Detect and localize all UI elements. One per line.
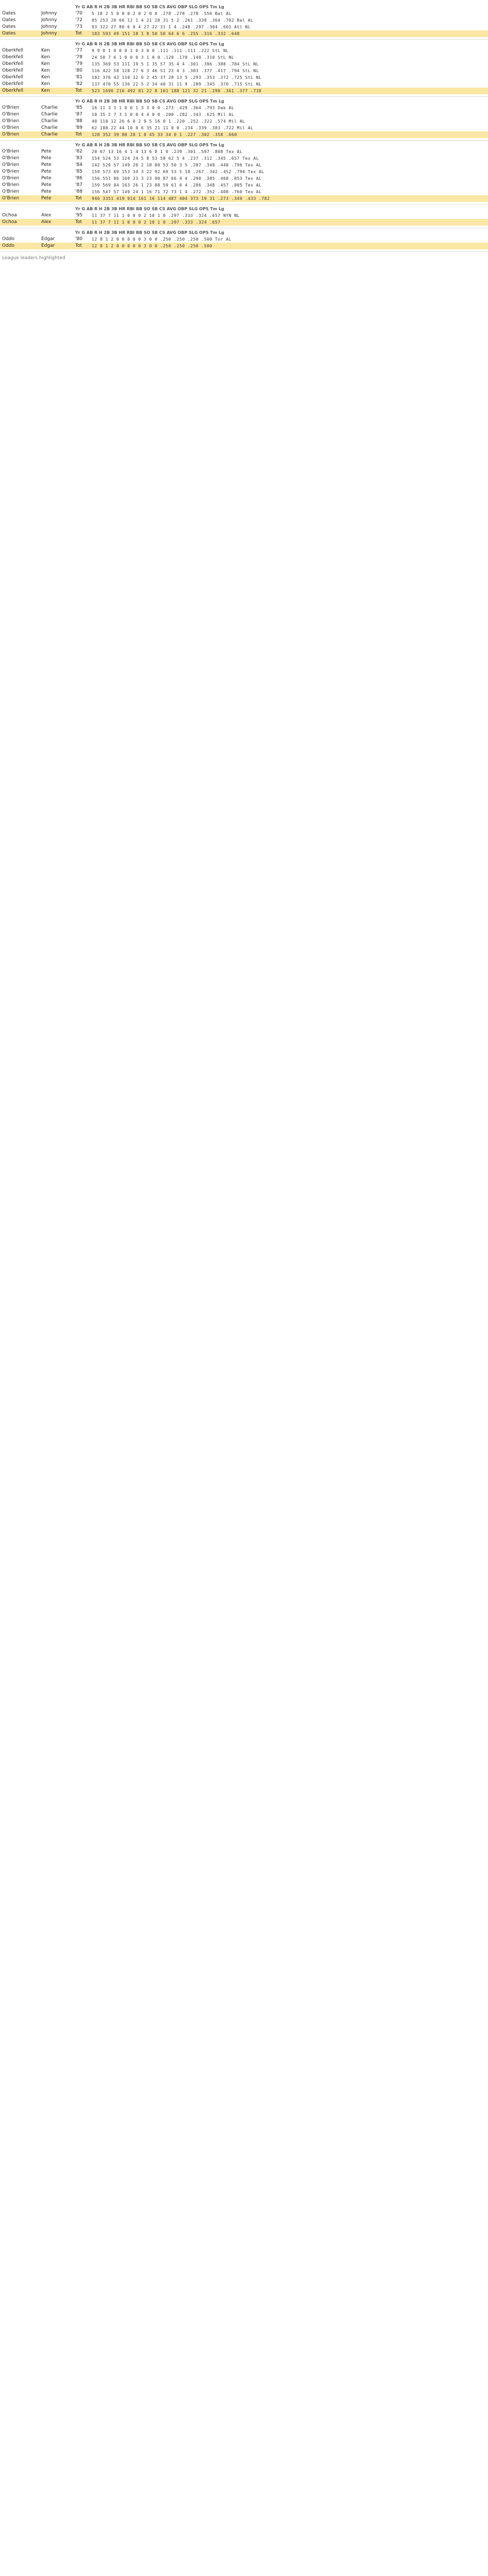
player-last-name: Ochoa	[2, 213, 17, 218]
season-year: Tot	[75, 88, 82, 93]
season-year: '88	[75, 118, 82, 124]
season-year: '80	[75, 68, 82, 73]
season-year: '95	[75, 213, 82, 218]
season-year: '85	[75, 105, 82, 110]
player-last-name: O'Brien	[2, 169, 20, 174]
season-stat-line: 156 547 57 149 24 1 16 71 72 73 1 4 .272 .352 .408 .760 Tex AL	[92, 190, 262, 194]
season-year: '83	[75, 156, 82, 161]
player-first-name: Johnny	[41, 31, 57, 36]
season-stat-line: 142 520 57 149 26 2 18 80 53 50 3 5 .287 .348 .448 .796 Tex AL	[92, 163, 262, 167]
player-first-name: Alex	[41, 213, 52, 218]
season-stat-line: 12 8 1 2 0 0 0 0 0 3 0 0 .250 .250 .250 .500	[92, 244, 212, 248]
player-last-name: Oates	[2, 31, 16, 36]
player-first-name: Edgar	[41, 236, 55, 242]
season-stat-line: 11 37 7 11 1 0 0 0 2 10 1 0 .297 .333 .324 .657 NYN NL	[92, 213, 240, 218]
season-year: '73	[75, 24, 82, 29]
season-row	[0, 74, 488, 81]
season-stat-line: 523 1696 216 492 81 22 8 161 188 121 32 21 .290 .361 .377 .738	[92, 89, 262, 93]
player-last-name: O'Brien	[2, 132, 20, 137]
season-row	[0, 81, 488, 88]
season-year: '81	[75, 75, 82, 80]
season-stat-line: 5 18 2 5 0 0 0 2 0 2 0 0 .278 .278 .278 .556 Bal AL	[92, 11, 232, 16]
block-separator	[0, 140, 488, 141]
season-year: '72	[75, 18, 82, 23]
column-header-labels: Yr G AB R H 2B 3B HR RBI BB SO SB CS AVG OBP SLG OPS Tm Lg	[75, 42, 225, 46]
player-first-name: Ken	[41, 68, 50, 73]
season-year: '79	[75, 61, 82, 66]
season-row	[0, 189, 488, 195]
season-row	[0, 111, 488, 118]
player-first-name: Charlie	[41, 132, 58, 137]
block-separator	[0, 39, 488, 40]
season-year: Tot	[75, 196, 82, 201]
player-first-name: Pete	[41, 196, 52, 201]
season-row	[0, 17, 488, 24]
season-stat-line: 12 8 1 2 0 0 0 0 0 3 0 0 .250 .250 .250 .500 Tor AL	[92, 237, 232, 242]
block-separator	[0, 251, 488, 252]
season-stat-line: 85 253 20 66 12 1 4 21 28 31 5 2 .261 .338 .364 .702 Bal AL	[92, 18, 254, 23]
block-separator	[0, 204, 488, 205]
player-last-name: O'Brien	[2, 112, 20, 117]
season-stat-line: 183 593 49 151 18 1 8 50 50 64 6 6 .255 .316 .332 .648	[92, 31, 240, 36]
season-year: '88	[75, 189, 82, 194]
player-last-name: Oberkfell	[2, 55, 23, 60]
player-last-name: O'Brien	[2, 149, 20, 154]
season-row	[0, 118, 488, 125]
player-first-name: Ken	[41, 48, 50, 53]
season-stat-line: 102 376 43 110 12 6 2 45 37 28 13 5 .293 .353 .372 .725 StL NL	[92, 75, 262, 80]
season-stat-line: 40 118 12 26 6 0 2 9 5 16 0 1 .220 .252 .322 .574 Mil AL	[92, 119, 245, 124]
season-row	[0, 182, 488, 189]
season-row	[0, 54, 488, 61]
season-row	[0, 67, 488, 74]
block-separator	[0, 96, 488, 97]
career-total-row	[0, 219, 488, 226]
player-last-name: Oates	[2, 24, 16, 29]
player-first-name: Ken	[41, 88, 50, 93]
column-header-row	[0, 206, 488, 212]
player-block	[0, 4, 488, 37]
player-first-name: Pete	[41, 182, 52, 188]
column-header-row	[0, 4, 488, 10]
player-first-name: Ken	[41, 55, 50, 60]
player-first-name: Johnny	[41, 11, 57, 16]
player-last-name: Oberkfell	[2, 81, 23, 87]
season-stat-line: 10 35 2 7 3 1 0 0 4 4 0 0 .200 .282 .343 .625 Mil AL	[92, 112, 234, 117]
column-header-row	[0, 41, 488, 47]
footer-note: League leaders highlighted	[2, 256, 65, 261]
season-stat-line: 62 188 22 44 10 0 6 35 21 11 0 0 .234 .339 .383 .722 Mil AL	[92, 126, 254, 130]
player-first-name: Pete	[41, 162, 52, 167]
season-year: '84	[75, 162, 82, 167]
season-year: '87	[75, 182, 82, 188]
player-first-name: Pete	[41, 149, 52, 154]
season-year: '89	[75, 125, 82, 130]
season-year: Tot	[75, 219, 82, 225]
season-stat-line: 93 322 27 80 6 0 4 27 22 31 1 4 .248 .297 .304 .601 Atl NL	[92, 25, 251, 29]
season-row	[0, 212, 488, 219]
season-stat-line: 159 573 69 153 34 3 22 92 69 53 5 10 .267 .342 .452 .794 Tex AL	[92, 170, 264, 174]
season-row	[0, 105, 488, 111]
player-first-name: Charlie	[41, 125, 58, 130]
column-header-labels: Yr G AB R H 2B 3B HR RBI BB SO SB CS AVG OBP SLG OPS Tm Lg	[75, 230, 225, 235]
player-block	[0, 142, 488, 202]
season-stat-line: 946 3351 419 914 161 16 114 487 404 373 19 31 .273 .349 .433 .782	[92, 196, 270, 201]
player-first-name: Pete	[41, 169, 52, 174]
season-stat-line: 156 551 86 160 23 3 23 90 87 66 4 4 .290 .385 .468 .853 Tex AL	[92, 176, 262, 181]
player-last-name: Oberkfell	[2, 68, 23, 73]
player-last-name: Oates	[2, 18, 16, 23]
player-last-name: O'Brien	[2, 162, 20, 167]
player-last-name: O'Brien	[2, 176, 20, 181]
season-year: '82	[75, 81, 82, 87]
season-year: '86	[75, 176, 82, 181]
season-row	[0, 125, 488, 131]
season-row	[0, 168, 488, 175]
player-last-name: O'Brien	[2, 105, 20, 110]
player-block	[0, 206, 488, 226]
player-block	[0, 41, 488, 94]
player-last-name: O'Brien	[2, 189, 20, 194]
season-year: '87	[75, 112, 82, 117]
player-first-name: Johnny	[41, 18, 57, 23]
season-stat-line: 137 470 55 136 22 5 2 34 40 31 11 9 .289 .345 .370 .715 StL NL	[92, 82, 262, 87]
player-last-name: Oberkfell	[2, 75, 23, 80]
player-last-name: Oddo	[2, 236, 15, 242]
column-header-row	[0, 142, 488, 148]
player-last-name: Oberkfell	[2, 48, 23, 53]
season-stat-line: 116 422 58 128 27 6 3 46 51 23 4 3 .303 .377 .417 .794 StL NL	[92, 69, 259, 73]
player-first-name: Charlie	[41, 112, 58, 117]
column-header-labels: Yr G AB R H 2B 3B HR RBI BB SO SB CS AVG OBP SLG OPS Tm Lg	[75, 143, 225, 147]
player-last-name: Oberkfell	[2, 61, 23, 66]
season-row	[0, 10, 488, 17]
season-year: '77	[75, 48, 82, 53]
season-stat-line: 11 37 7 11 1 0 0 0 2 10 1 0 .297 .333 .324 .657	[92, 220, 221, 225]
season-stat-line: 24 50 7 6 1 0 0 0 3 1 0 0 .120 .170 .140 .310 StL NL	[92, 55, 234, 60]
player-block	[0, 98, 488, 138]
career-total-row	[0, 30, 488, 37]
player-last-name: Ochoa	[2, 219, 17, 225]
career-total-row	[0, 131, 488, 138]
player-last-name: O'Brien	[2, 125, 20, 130]
career-total-row	[0, 195, 488, 202]
player-last-name: Oates	[2, 11, 16, 16]
player-last-name: O'Brien	[2, 196, 20, 201]
career-total-row	[0, 88, 488, 94]
season-year: Tot	[75, 31, 82, 36]
player-first-name: Alex	[41, 219, 52, 225]
player-first-name: Pete	[41, 176, 52, 181]
season-stat-line: 159 569 84 163 26 1 23 88 59 61 0 4 .286 .348 .457 .805 Tex AL	[92, 183, 262, 188]
column-header-row	[0, 98, 488, 105]
player-last-name: Oberkfell	[2, 88, 23, 93]
player-first-name: Charlie	[41, 118, 58, 124]
player-first-name: Charlie	[41, 105, 58, 110]
season-row	[0, 47, 488, 54]
player-first-name: Pete	[41, 156, 52, 161]
season-row	[0, 148, 488, 155]
column-header-labels: Yr G AB R H 2B 3B HR RBI BB SO SB CS AVG OBP SLG OPS Tm Lg	[75, 207, 225, 211]
player-first-name: Ken	[41, 81, 50, 87]
column-header-labels: Yr G AB R H 2B 3B HR RBI BB SO SB CS AVG OBP SLG OPS Tm Lg	[75, 5, 225, 9]
column-header-row	[0, 230, 488, 236]
season-year: Tot	[75, 132, 82, 137]
season-row	[0, 155, 488, 162]
season-row	[0, 61, 488, 67]
season-stat-line: 20 67 13 16 4 1 4 13 6 8 1 0 .239 .301 .507 .808 Tex AL	[92, 149, 243, 154]
season-year: Tot	[75, 243, 82, 248]
player-last-name: O'Brien	[2, 182, 20, 188]
season-year: '80	[75, 236, 82, 242]
career-total-row	[0, 243, 488, 249]
player-first-name: Ken	[41, 75, 50, 80]
season-stat-line: 9 9 0 1 0 0 0 1 0 3 0 0 .111 .111 .111 .222 StL NL	[92, 48, 229, 53]
player-first-name: Edgar	[41, 243, 55, 248]
season-row	[0, 175, 488, 182]
season-stat-line: 135 369 53 111 19 5 1 35 57 35 4 4 .301 .396 .388 .784 StL NL	[92, 62, 259, 66]
column-header-labels: Yr G AB R H 2B 3B HR RBI BB SO SB CS AVG OBP SLG OPS Tm Lg	[75, 99, 225, 104]
season-year: '82	[75, 149, 82, 154]
season-year: '70	[75, 11, 82, 16]
player-block	[0, 230, 488, 249]
player-first-name: Pete	[41, 189, 52, 194]
season-row	[0, 24, 488, 30]
season-stat-line: 154 524 53 124 24 5 8 53 58 62 5 4 .237 .312 .345 .657 Tex AL	[92, 156, 259, 161]
player-last-name: O'Brien	[2, 118, 20, 124]
player-last-name: Oddo	[2, 243, 15, 248]
player-first-name: Johnny	[41, 24, 57, 29]
season-year: '85	[75, 169, 82, 174]
player-last-name: O'Brien	[2, 156, 20, 161]
season-year: '78	[75, 55, 82, 60]
season-stat-line: 128 352 39 80 20 1 8 45 33 34 0 1 .227 .302 .358 .660	[92, 132, 237, 137]
season-row	[0, 162, 488, 168]
season-stat-line: 16 11 3 3 1 0 0 1 3 3 0 0 .273 .429 .364 .793 Oak AL	[92, 106, 234, 110]
season-row	[0, 236, 488, 243]
player-first-name: Ken	[41, 61, 50, 66]
